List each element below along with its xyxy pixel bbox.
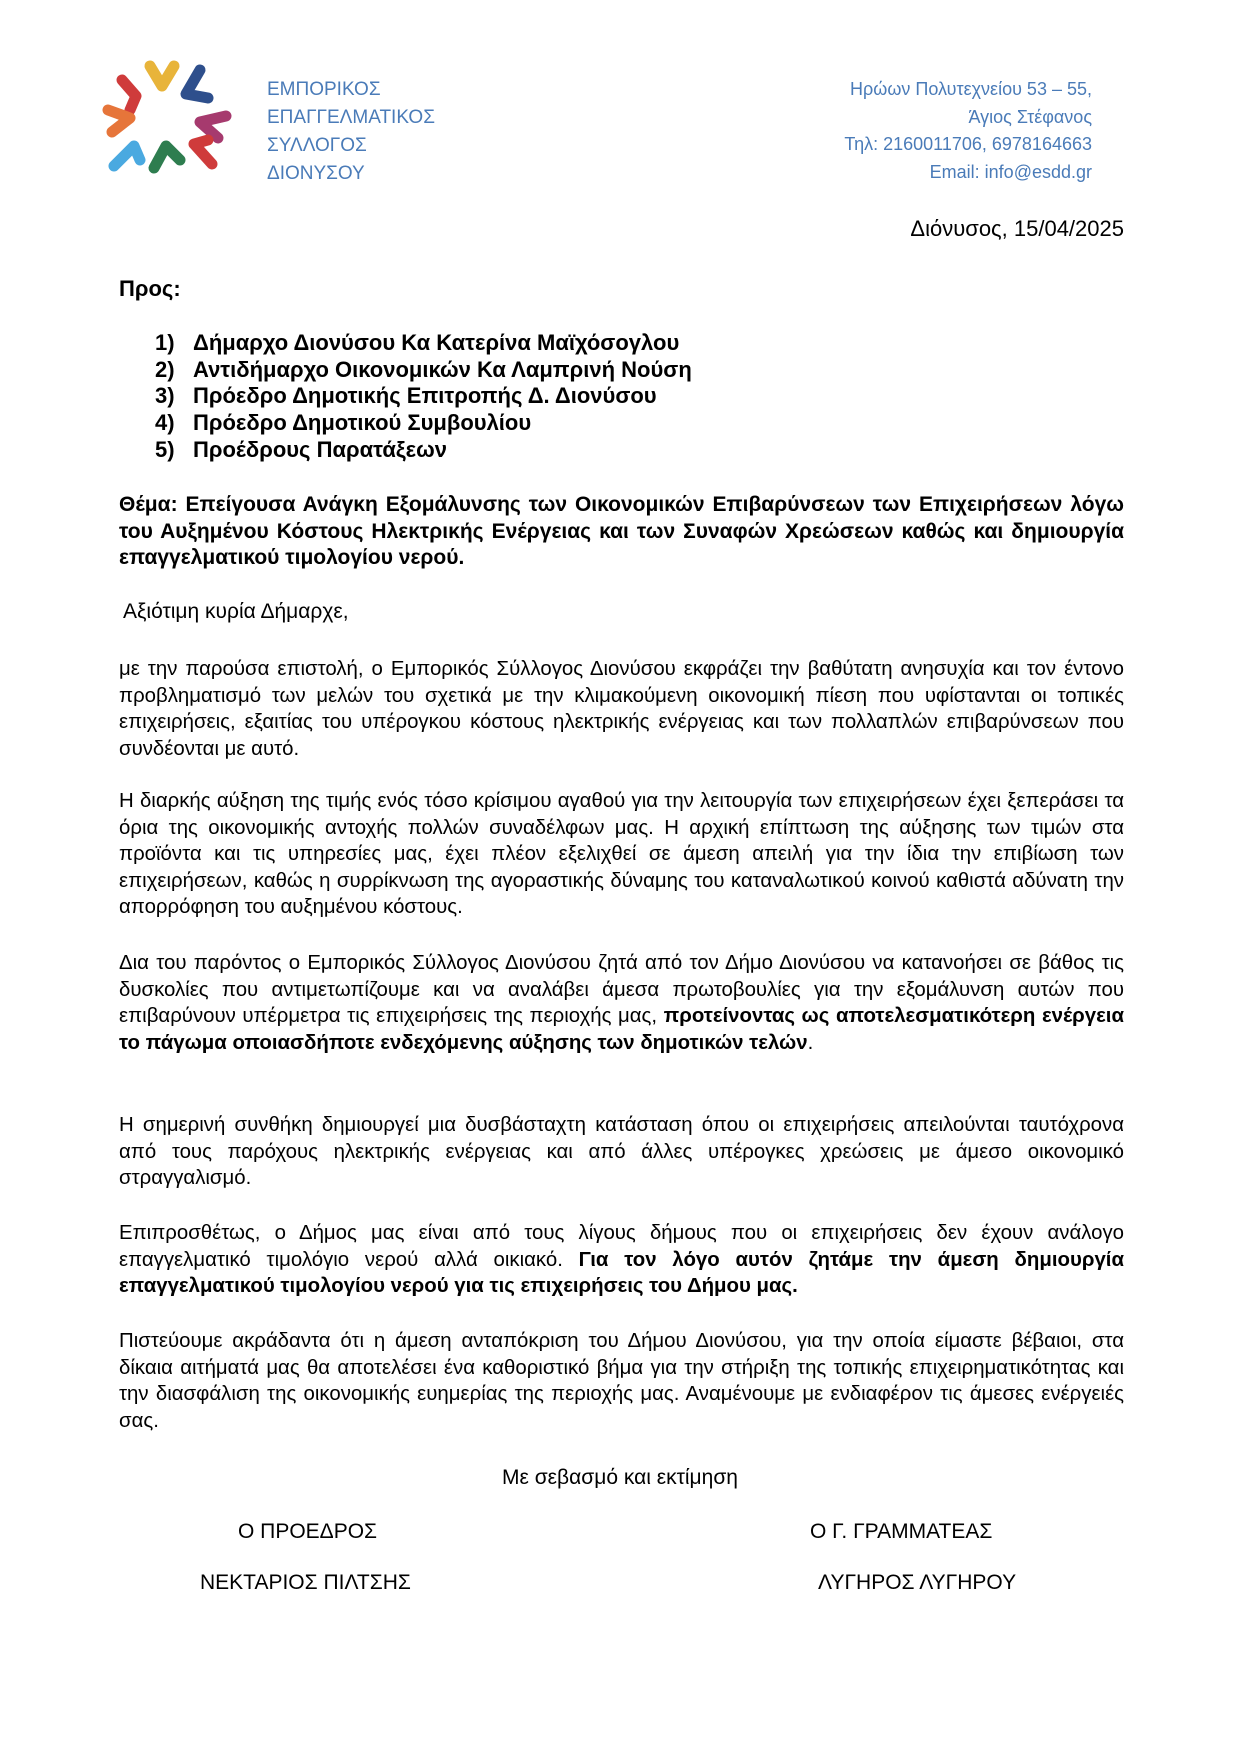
paragraph-3-text: Δια του παρόντος ο Εμπορικός Σύλλογος Διονύσου ζητά από τον Δήμο Διονύσου να κατανοήσει σε βάθος τις δυσκολίες που αντιμετωπίζουμε και να αναλάβει άμεσα πρωτοβουλίες για την εξομάλυνση αυτών που επιβαρύνουν υπέρμετρα τις επιχειρήσεις της περιοχής μας, — [119, 952, 1124, 1027]
org-name-line: ΔΙΟΝΥΣΟΥ — [267, 163, 365, 184]
email-address: Email: info@esdd.gr — [929, 161, 1092, 182]
recipient-number: 4) — [155, 410, 175, 436]
logo-arrow-magenta — [200, 116, 226, 138]
contact-block — [632, 76, 1092, 186]
body-paragraph-2: Η διαρκής αύξηση της τιμής ενός τόσο κρίσιμου αγαθού για την λειτουργία των επιχειρήσεων έχει ξεπεράσει τα όρια της οικονομικής αντοχής πολλών συναδέλφων μας. Η αρχική επίπτωση της αύξησης των τιμών στα προϊόντα και τις υπηρεσίες μας, έχει πλέον εξελιχθεί σε άμεση απειλή για την ίδια την επιβίωση των επιχειρήσεων, καθώς η συρρίκνωση της αγοραστικής δύναμης του καταναλωτικού κοινού καθιστά αδύνατη την απορρόφηση του αυξημένου κόστους. — [119, 790, 1124, 918]
recipient-item — [155, 410, 692, 437]
to-label: Προς: — [119, 276, 181, 301]
recipient-text: Πρόεδρο Δημοτικού Συμβουλίου — [193, 410, 532, 436]
org-name-line: ΕΠΑΓΓΕΛΜΑΤΙΚΟΣ — [267, 107, 435, 128]
paragraph-3-emphasis: προτείνοντας ως αποτελεσματικότερη ενέργεια το πάγωμα οποιασδήποτε ενδεχόμενης αύξησης των δημοτικών τελών — [119, 1005, 1124, 1054]
logo-arrow-lightblue — [114, 146, 140, 166]
recipient-list — [155, 330, 692, 464]
recipient-text: Δήμαρχο Διονύσου Κα Κατερίνα Μαϊχόσογλου — [193, 330, 680, 355]
recipient-item — [155, 437, 692, 464]
body-paragraph-3 — [119, 950, 1124, 1056]
logo-arrow-green — [154, 146, 180, 168]
paragraph-5-emphasis: Για τον λόγο αυτόν ζητάμε την άμεση δημιουργία επαγγελματικού τιμολογίου νερού για τις επιχειρήσεις του Δήμου μας. — [119, 1248, 1124, 1297]
salutation: Αξιότιμη κυρία Δήμαρχε, — [123, 600, 349, 623]
org-name-line: ΕΜΠΟΡΙΚΟΣ — [267, 79, 381, 100]
body-paragraph-6: Πιστεύουμε ακράδαντα ότι η άμεση ανταπόκριση του Δήμου Διονύσου, για την οποία είμαστε βέβαιοι, στα δίκαια αιτήματά μας θα αποτελέσει ένα καθοριστικό βήμα για την στήριξη της τοπικής επιχειρηματικότητας και την διασφάλιση της οικονομικής ευημερίας της περιοχής μας. Αναμένουμε με ενδιαφέρον τις άμεσες ενέργειές σας. — [119, 1330, 1124, 1432]
recipient-number: 5) — [155, 436, 175, 462]
org-logo — [100, 48, 250, 188]
recipient-item — [155, 383, 692, 410]
recipient-text: Προέδρους Παρατάξεων — [193, 436, 447, 462]
recipient-number: 3) — [155, 383, 175, 409]
logo-arrow-yellow — [150, 66, 174, 86]
secretary-title: Ο Γ. ΓΡΑΜΜΑΤΕΑΣ — [810, 1520, 993, 1543]
phone-numbers: Τηλ: 2160011706, 6978164663 — [844, 134, 1092, 154]
paragraph-5-text: Επιπροσθέτως, ο Δήμος μας είναι από τους λίγους δήμους που οι επιχειρήσεις δεν έχουν ανάλογο επαγγελματικό τιμολόγιο νερού αλλά οικιακό. — [119, 1222, 1124, 1271]
body-paragraph-5 — [119, 1220, 1124, 1300]
logo-arrow-orange — [108, 110, 130, 132]
president-name: ΝΕΚΤΑΡΙΟΣ ΠΙΛΤΣΗΣ — [200, 1571, 411, 1594]
recipient-item — [155, 357, 692, 384]
logo-arrow-navy — [186, 70, 208, 98]
letter-date: Διόνυσος, 15/04/2025 — [910, 216, 1124, 241]
logo-arrow-red2 — [194, 140, 212, 164]
recipient-text: Πρόεδρο Δημοτικής Επιτροπής Δ. Διονύσου — [193, 383, 657, 409]
letter-subject: Θέμα: Επείγουσα Ανάγκη Εξομάλυνσης των Οικονομικών Επιβαρύνσεων των Επιχειρήσεων λόγω του Αυξημένου Κόστους Ηλεκτρικής Ενέργειας και των Συναφών Χρεώσεων καθώς και δημιουργία επαγγελματικού τιμολογίου νερού. — [119, 493, 1124, 569]
president-title: Ο ΠΡΟΕΔΡΟΣ — [238, 1520, 378, 1543]
closing-line: Με σεβασμό και εκτίμηση — [502, 1466, 738, 1489]
recipient-number: 2) — [155, 356, 175, 382]
org-name — [267, 76, 487, 188]
body-paragraph-4: Η σημερινή συνθήκη δημιουργεί μια δυσβάσταχτη κατάσταση όπου οι επιχειρήσεις απειλούνται ταυτόχρονα από τους παρόχους ηλεκτρικής ενέργειας και από άλλες υπέρογκες χρεώσεις με άμεσο οικονομικό στραγγαλισμό. — [119, 1114, 1124, 1189]
recipient-item — [155, 330, 692, 357]
body-paragraph-1: με την παρούσα επιστολή, ο Εμπορικός Σύλλογος Διονύσου εκφράζει την βαθύτατη ανησυχία και τον έντονο προβληματισμό των μελών του σχετικά με την κλιμακούμενη οικονομική πίεση που υφίστανται οι τοπικές επιχειρήσεις, εξαιτίας του υπέρογκου κόστους ηλεκτρικής ενέργειας και των πολλαπλών επιβαρύνσεων που συνδέονται με αυτό. — [119, 658, 1124, 760]
recipient-text: Αντιδήμαρχο Οικονομικών Κα Λαμπρινή Νούση — [193, 356, 692, 382]
logo-arrow-red — [122, 80, 136, 110]
secretary-name: ΛΥΓΗΡΟΣ ΛΥΓΗΡΟΥ — [818, 1571, 1017, 1594]
paragraph-3-end: . — [807, 1031, 814, 1054]
recipient-number: 1) — [155, 330, 175, 355]
address-line-2: Άγιος Στέφανος — [968, 106, 1092, 127]
org-name-line: ΣΥΛΛΟΓΟΣ — [267, 135, 367, 156]
address-line-1: Ηρώων Πολυτεχνείου 53 – 55, — [850, 79, 1092, 99]
